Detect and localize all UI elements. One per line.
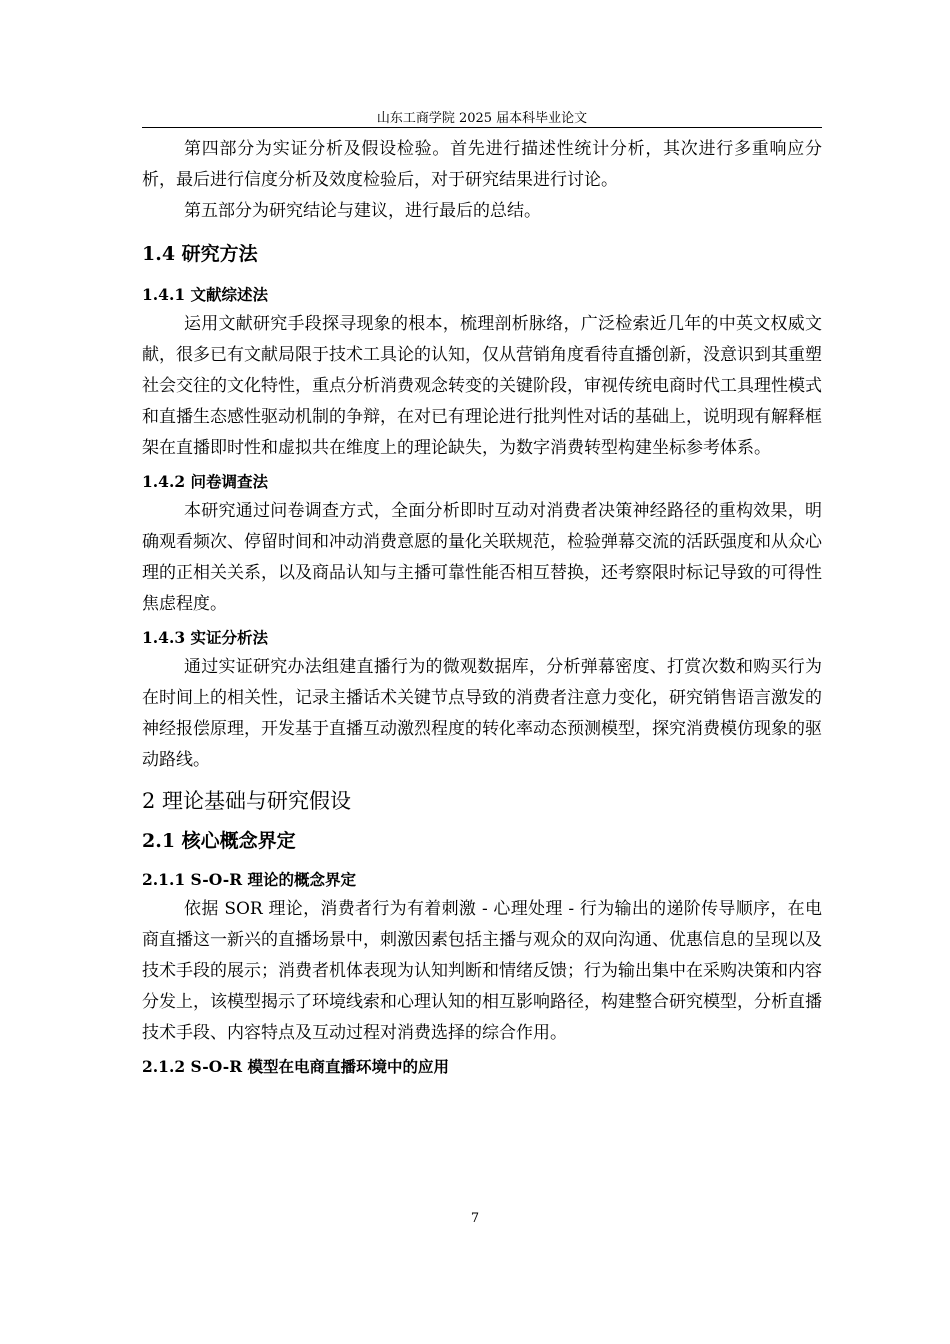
paragraph: 本研究通过问卷调查方式，全面分析即时互动对消费者决策神经路径的重构效果，明确观看频次、停留时间和冲动消费意愿的量化关联规范，检验弹幕交流的活跃强度和从众心理的正相关关系，以及商品认知与主播可靠性能否相互替换，还考察限时标记导致的可得性焦虑程度。 bbox=[142, 501, 822, 614]
page-body bbox=[142, 134, 822, 1081]
paragraph: 依据 SOR 理论，消费者行为有着刺激 - 心理处理 - 行为输出的递阶传导顺序，在电商直播这一新兴的直播场景中，刺激因素包括主播与观众的双向沟通、优惠信息的呈现以及技术手段的展示；消费者机体表现为认知判断和情绪反馈；行为输出集中在采购决策和内容分发上，该模型揭示了环境线索和心理认知的相互影响路径，构建整合研究模型，分析直播技术手段、内容特点及互动过程对消费选择的综合作用。 bbox=[142, 899, 822, 1043]
section-heading-2-1: 2.1 核心概念界定 bbox=[142, 830, 296, 852]
header-rule bbox=[142, 127, 822, 128]
paragraph: 通过实证研究办法组建直播行为的微观数据库，分析弹幕密度、打赏次数和购买行为在时间上的相关性，记录主播话术关键节点导致的消费者注意力变化，研究销售语言激发的神经报偿原理，开发基于直播互动激烈程度的转化率动态预测模型，探究消费模仿现象的驱动路线。 bbox=[142, 657, 822, 770]
subsection-heading-1-4-2: 1.4.2 问卷调查法 bbox=[142, 472, 269, 491]
subsection-heading-1-4-3: 1.4.3 实证分析法 bbox=[142, 628, 269, 647]
paragraph: 第五部分为研究结论与建议，进行最后的总结。 bbox=[184, 201, 541, 221]
subsection-heading-2-1-1: 2.1.1 S-O-R 理论的概念界定 bbox=[142, 870, 357, 889]
chapter-heading-2: 2 理论基础与研究假设 bbox=[142, 789, 352, 813]
subsection-heading-2-1-2: 2.1.2 S-O-R 模型在电商直播环境中的应用 bbox=[142, 1057, 450, 1076]
paragraph: 运用文献研究手段探寻现象的根本，梳理剖析脉络，广泛检索近几年的中英文权威文献，很多已有文献局限于技术工具论的认知，仅从营销角度看待直播创新，没意识到其重塑社会交往的文化特性，重点分析消费观念转变的关键阶段，审视传统电商时代工具理性模式和直播生态感性驱动机制的争辩，在对已有理论进行批判性对话的基础上，说明现有解释框架在直播即时性和虚拟共在维度上的理论缺失，为数字消费转型构建坐标参考体系。 bbox=[142, 314, 822, 458]
running-header: 山东工商学院 2025 届本科毕业论文 bbox=[376, 111, 588, 126]
page-number: 7 bbox=[470, 1211, 480, 1226]
section-heading-1-4: 1.4 研究方法 bbox=[142, 243, 258, 265]
paragraph: 第四部分为实证分析及假设检验。首先进行描述性统计分析，其次进行多重响应分析，最后进行信度分析及效度检验后，对于研究结果进行讨论。 bbox=[142, 139, 822, 190]
subsection-heading-1-4-1: 1.4.1 文献综述法 bbox=[142, 285, 269, 304]
